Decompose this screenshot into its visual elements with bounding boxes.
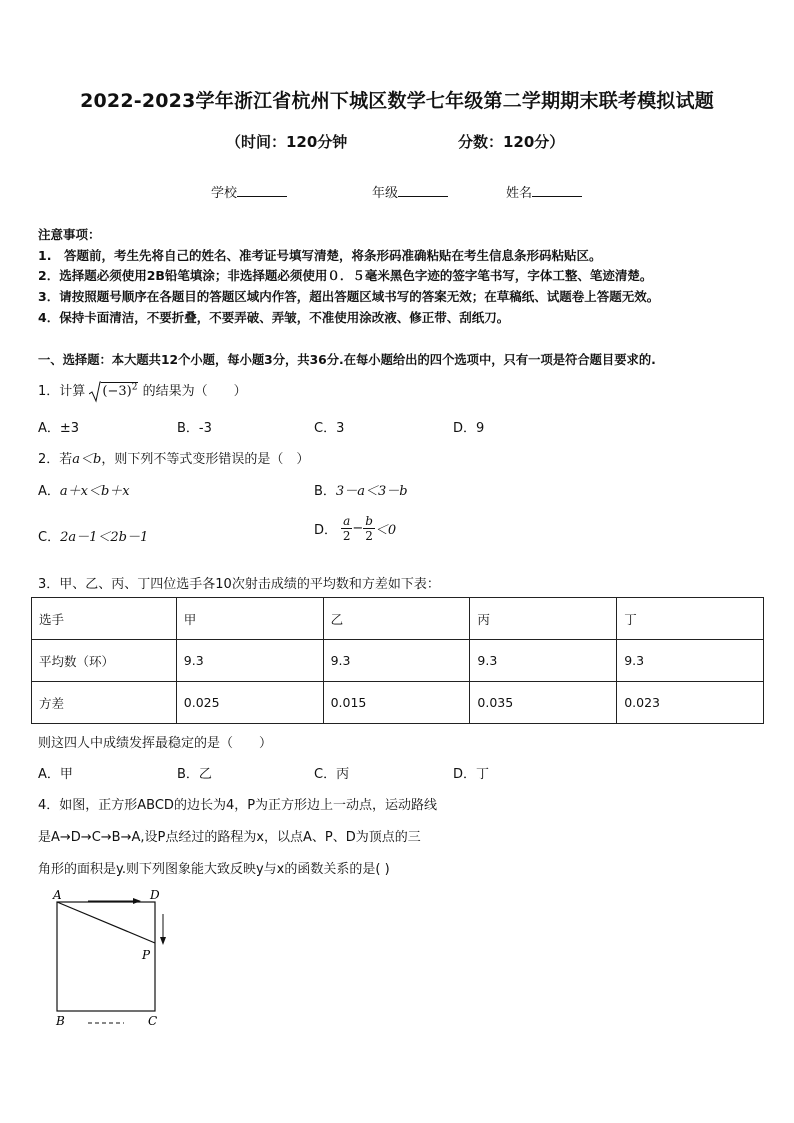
name-label: 姓名: [506, 186, 533, 201]
exam-time: （时间：120分钟: [226, 133, 348, 151]
question-2: [38, 448, 309, 467]
label-a: A: [53, 888, 62, 902]
radical-sign-icon: [89, 381, 101, 403]
q2-option-d-tail: ＜0: [374, 523, 397, 538]
table-cell: 9.3: [176, 640, 323, 682]
q2-option-a-label: A．: [38, 484, 60, 499]
sqrt-expression: [89, 381, 138, 403]
q1-suffix: 的结果为（ ）: [142, 384, 247, 399]
table-cell: 9.3: [617, 640, 764, 682]
table-header-cell: 选手: [32, 598, 177, 640]
table-cell: 方差: [32, 682, 177, 724]
notice-item: 4．保持卡面清洁，不要折叠，不要弄破、弄皱，不准使用涂改液、修正带、刮纸刀。: [38, 310, 510, 325]
table-header-cell: 乙: [323, 598, 470, 640]
q2-option-b-label: B．: [314, 484, 336, 499]
table-header-row: [32, 598, 764, 640]
frac-denominator: 2: [365, 529, 373, 543]
q2-suffix: ，则下列不等式变形错误的是（ ）: [101, 452, 310, 467]
frac-numerator: b: [365, 514, 373, 528]
fraction-b-over-2: [363, 514, 375, 543]
arrow-ad-icon: [133, 898, 141, 904]
square-abcd: [57, 902, 155, 1011]
square-figure: [48, 888, 188, 1030]
q2-option-a-expr: a＋x＜b＋x: [59, 484, 130, 499]
table-cell: 0.023: [617, 682, 764, 724]
notice-item: 1. 答题前，考生先将自己的姓名、准考证号填写清楚，将条形码准确粘贴在考生信息条形码粘贴区。: [38, 248, 602, 263]
school-label: 学校: [211, 186, 238, 201]
q2-option-b-expr: 3－a＜3－b: [335, 484, 408, 499]
table-cell: 0.015: [323, 682, 470, 724]
grade-field[interactable]: [372, 182, 448, 201]
q1-option-a[interactable]: A．±3: [38, 421, 80, 436]
q1-prefix: 1．计算: [38, 384, 86, 399]
q1-exponent: 2: [131, 382, 138, 393]
table-cell: 9.3: [470, 640, 617, 682]
table-cell: 0.035: [470, 682, 617, 724]
q4-line-1: 4．如图，正方形ABCD的边长为4，P为正方形边上一动点，运动路线: [38, 798, 438, 813]
q3-option-b[interactable]: B．乙: [177, 767, 212, 782]
label-d: D: [150, 888, 160, 902]
table-row: [32, 682, 764, 724]
label-b: B: [56, 1014, 65, 1028]
q2-option-b[interactable]: [314, 480, 408, 499]
question-1: [38, 380, 247, 403]
table-cell: 0.025: [176, 682, 323, 724]
q1-option-d[interactable]: D．9: [453, 421, 485, 436]
table-row: [32, 640, 764, 682]
table-header-cell: 丙: [470, 598, 617, 640]
page-title: 2022-2023学年浙江省杭州下城区数学七年级第二学期期末联考模拟试题: [80, 90, 714, 112]
q2-option-d-label: D．: [314, 523, 338, 538]
q4-line-2: 是A→D→C→B→A,设P点经过的路程为x，以点A、P、D为顶点的三: [38, 830, 421, 845]
q3-option-c[interactable]: C．丙: [314, 767, 350, 782]
q3-option-a[interactable]: A．甲: [38, 767, 73, 782]
q3-question: 则这四人中成绩发挥最稳定的是（ ）: [38, 736, 273, 751]
notice-item: 2．选择题必须使用2B铅笔填涂；非选择题必须使用０．５毫米黑色字迹的签字笔书写，字体工整、笔迹清楚。: [38, 268, 653, 283]
q2-option-d[interactable]: D． $\frac{a}{2}$ − $\frac{b}{2}$ ＜0: [314, 514, 397, 543]
notice-item: 3．请按照题号顺序在各题目的答题区域内作答，超出答题区域书写的答案无效；在草稿纸、试题卷上答题无效。: [38, 289, 660, 304]
frac-numerator: a: [343, 514, 351, 528]
q2-condition: a＜b: [72, 452, 102, 467]
section-heading: 一、选择题：本大题共12个小题，每小题3分，共36分.在每小题给出的四个选项中，只有一项是符合题目要求的.: [38, 353, 656, 367]
q2-prefix: 2．若: [38, 452, 73, 467]
table-cell: 9.3: [323, 640, 470, 682]
q1-option-b[interactable]: B．-3: [177, 421, 212, 436]
name-field[interactable]: [506, 182, 582, 201]
q1-option-c[interactable]: C．3: [314, 421, 345, 436]
exam-score: 分数：120分）: [458, 133, 565, 151]
q3-option-d[interactable]: D．丁: [453, 767, 490, 782]
q2-option-c-label: C．: [38, 530, 61, 545]
notice-heading: 注意事项：: [38, 227, 101, 242]
label-c: C: [148, 1014, 158, 1028]
q3-stem: 3．甲、乙、丙、丁四位选手各10次射击成绩的平均数和方差如下表：: [38, 577, 440, 592]
table-cell: 平均数（环）: [32, 640, 177, 682]
q2-option-c[interactable]: [38, 526, 148, 545]
table-header-cell: 丁: [617, 598, 764, 640]
q4-line-3: 角形的面积是y.则下列图象能大致反映y与x的函数关系的是( ): [38, 862, 390, 877]
q2-option-c-expr: 2a－1＜2b－1: [60, 530, 149, 545]
arrow-dc-icon: [160, 937, 166, 945]
grade-label: 年级: [372, 186, 399, 201]
fraction-a-over-2: [341, 514, 352, 543]
school-field[interactable]: [211, 182, 287, 201]
frac-denominator: 2: [342, 529, 351, 543]
q2-option-a[interactable]: [38, 480, 130, 499]
segment-ap: [57, 902, 155, 943]
variance-table: [31, 597, 764, 724]
table-header-cell: 甲: [176, 598, 323, 640]
label-p: P: [142, 948, 151, 962]
q1-radicand: (−3): [102, 384, 132, 399]
